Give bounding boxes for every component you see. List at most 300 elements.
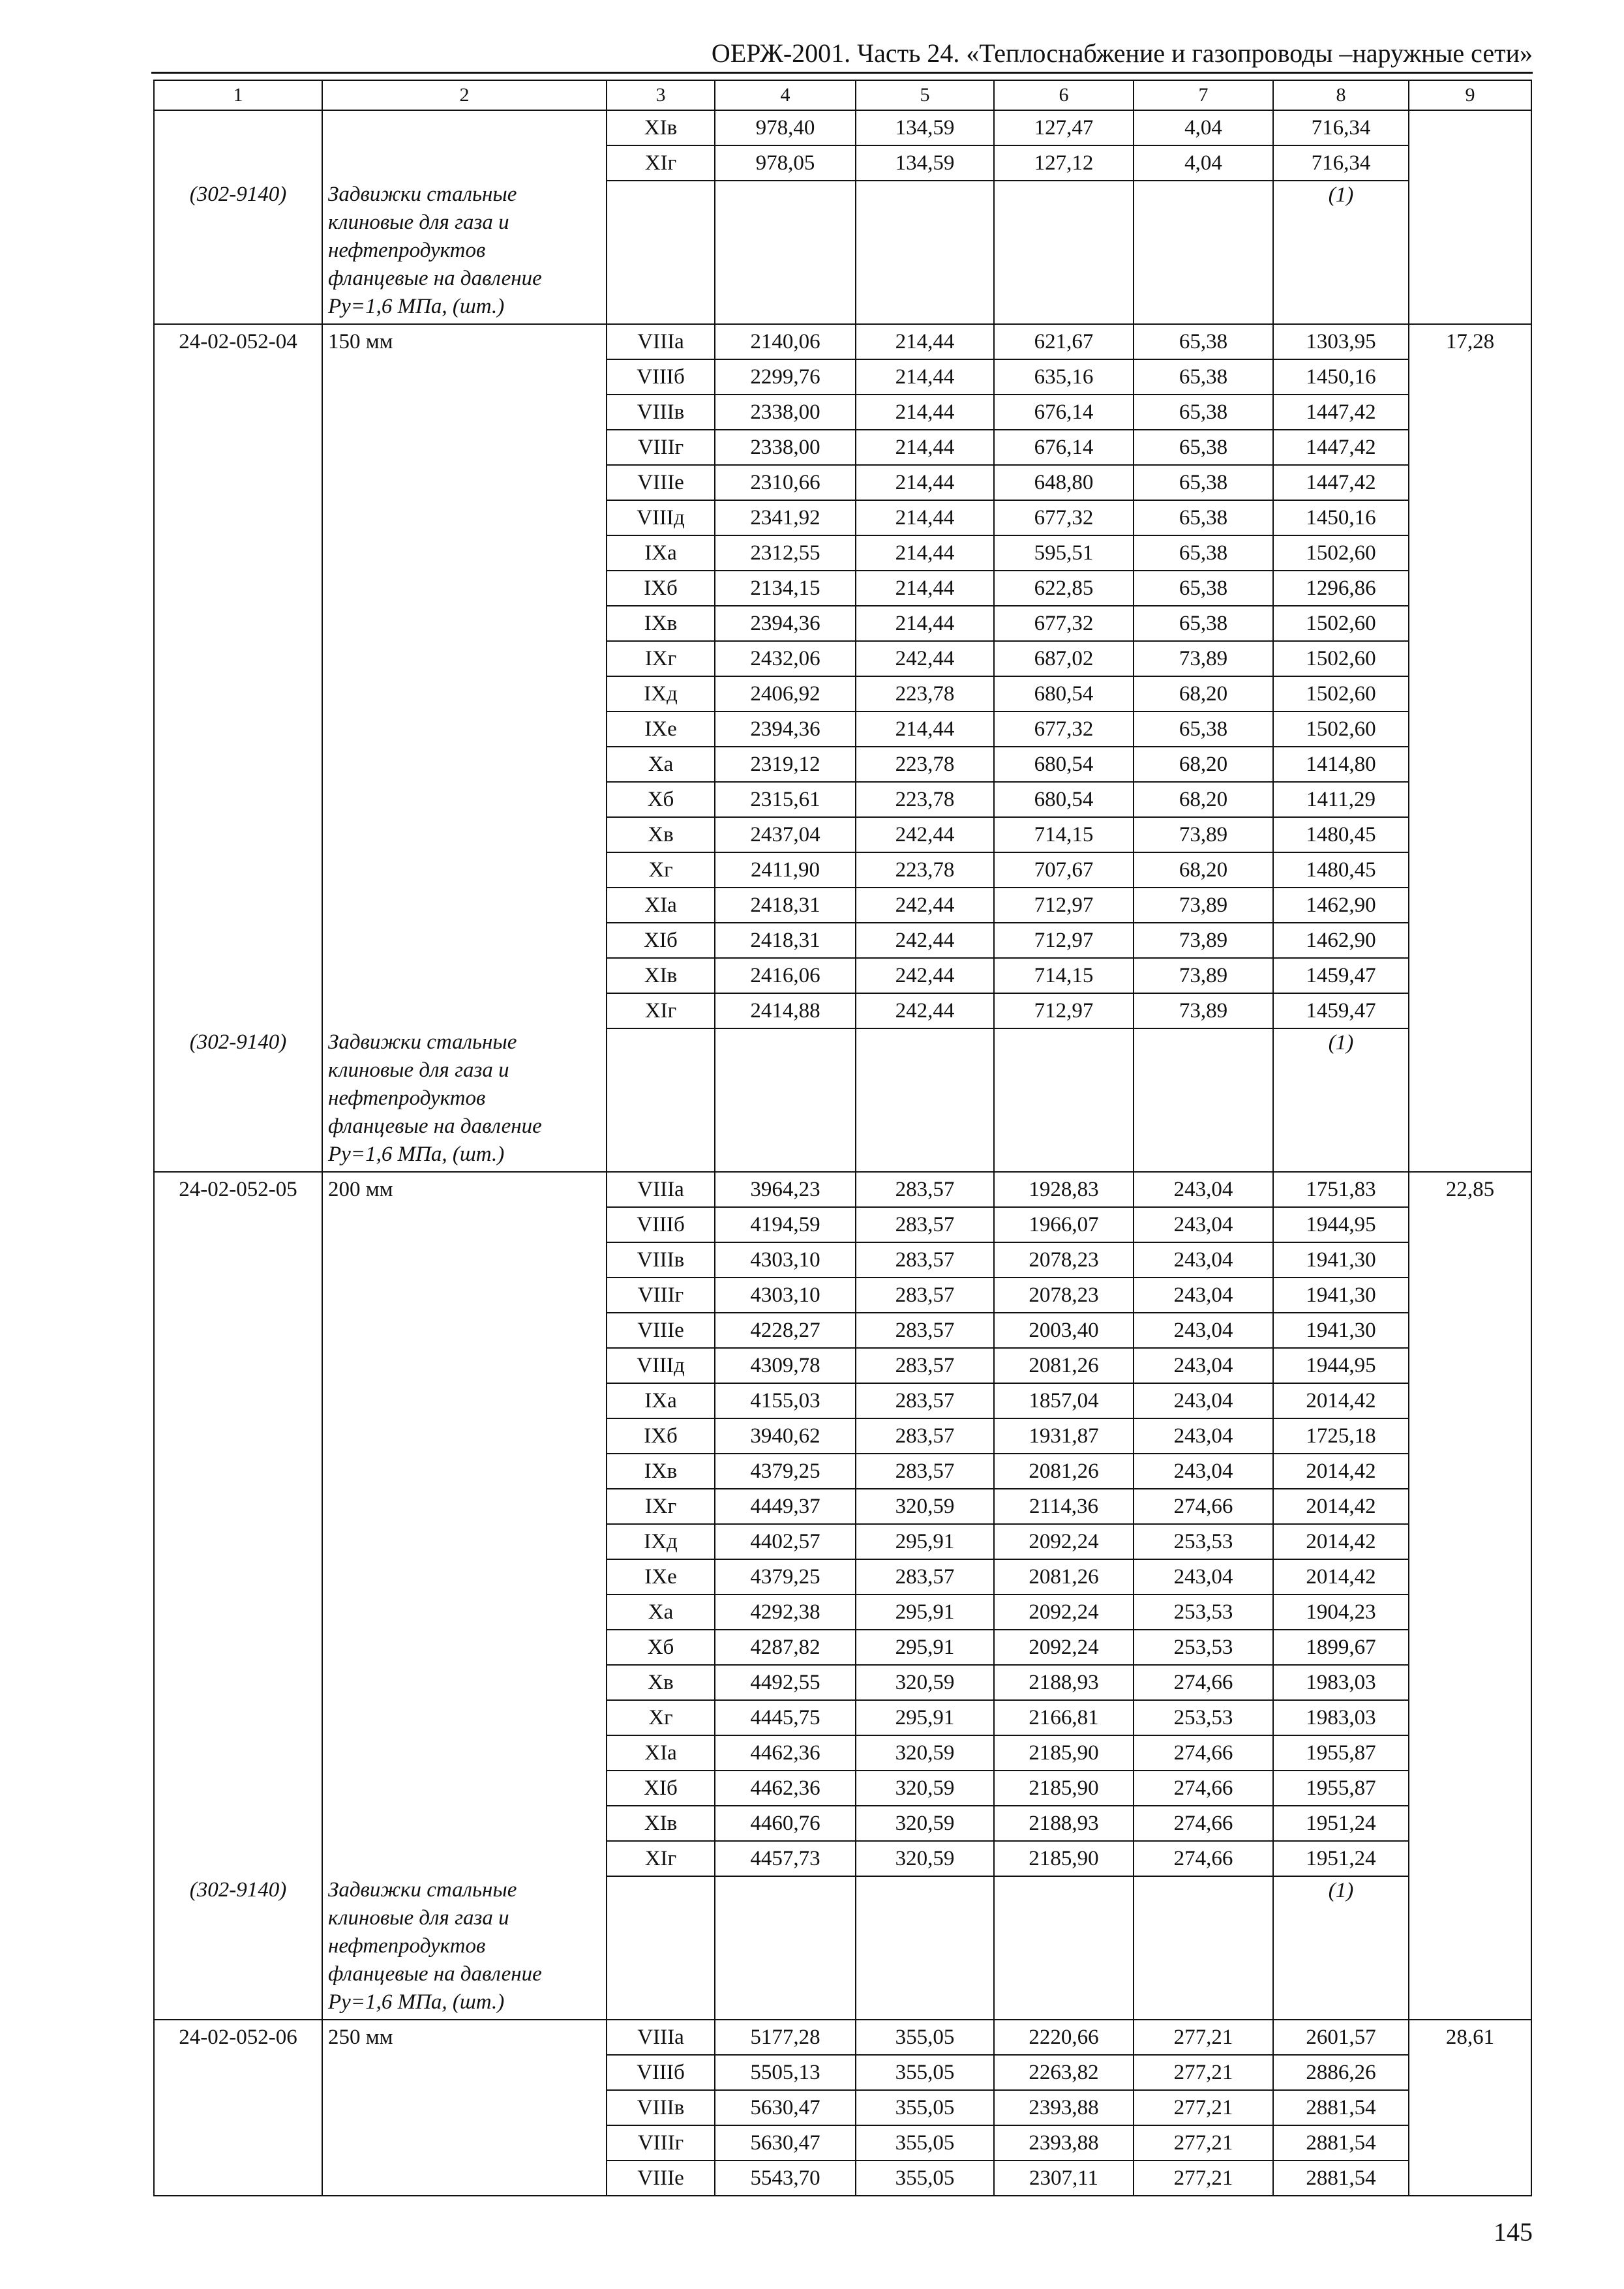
col9-cell [1409, 888, 1531, 923]
resource-description-line: Ру=1,6 МПа, (шт.) [328, 1143, 505, 1166]
resource-description-line: фланцевые на давление [328, 267, 542, 290]
value-cell: 73,89 [1134, 817, 1273, 852]
column-number: 7 [1134, 80, 1273, 110]
value-cell: 283,57 [856, 1418, 994, 1454]
value-cell: 253,53 [1134, 1630, 1273, 1665]
code-cell [154, 606, 322, 641]
value-cell: 4303,10 [715, 1278, 856, 1313]
code-cell [154, 359, 322, 395]
value-cell: 1502,60 [1273, 535, 1409, 571]
value-cell: 242,44 [856, 993, 994, 1028]
value-cell: 214,44 [856, 500, 994, 535]
code-cell [154, 923, 322, 958]
table-row [154, 359, 1531, 395]
value-cell: 2299,76 [715, 359, 856, 395]
value-cell: 978,40 [715, 110, 856, 145]
value-cell: 5630,47 [715, 2090, 856, 2125]
code-cell [154, 2125, 322, 2161]
value-cell: 283,57 [856, 1242, 994, 1278]
name-cell [322, 1278, 607, 1313]
name-cell [322, 1806, 607, 1841]
value-cell: 2014,42 [1273, 1489, 1409, 1524]
region-cell: IXа [607, 535, 715, 571]
value-cell: 4449,37 [715, 1489, 856, 1524]
value-cell: 1931,87 [994, 1418, 1134, 1454]
value-cell: 712,97 [994, 993, 1134, 1028]
col9-cell [1409, 1876, 1531, 2020]
table-row [154, 1594, 1531, 1630]
empty-cell [607, 1028, 715, 1172]
name-cell [322, 1524, 607, 1559]
value-cell: 2393,88 [994, 2125, 1134, 2161]
name-cell [322, 571, 607, 606]
code-cell [154, 1559, 322, 1594]
col9-cell [1409, 606, 1531, 641]
col9-cell [1409, 1700, 1531, 1735]
value-cell: 2092,24 [994, 1594, 1134, 1630]
table-row [154, 324, 1531, 359]
value-cell: 277,21 [1134, 2020, 1273, 2055]
name-cell [322, 1594, 607, 1630]
code-cell [154, 1524, 322, 1559]
value-cell: 214,44 [856, 571, 994, 606]
col9-cell [1409, 1348, 1531, 1383]
code-cell [154, 1383, 322, 1418]
value-cell: 2411,90 [715, 852, 856, 888]
value-cell: 73,89 [1134, 923, 1273, 958]
table-row [154, 2055, 1531, 2090]
code-cell [154, 145, 322, 181]
empty-cell [715, 1028, 856, 1172]
value-cell: 68,20 [1134, 852, 1273, 888]
region-cell: XIа [607, 888, 715, 923]
table-row [154, 641, 1531, 676]
value-cell: 2263,82 [994, 2055, 1134, 2090]
value-cell: 1447,42 [1273, 465, 1409, 500]
name-cell [322, 2090, 607, 2125]
table-row [154, 2161, 1531, 2196]
region-cell: IXб [607, 571, 715, 606]
value-cell: 1951,24 [1273, 1841, 1409, 1876]
value-cell: 1951,24 [1273, 1806, 1409, 1841]
value-cell: 73,89 [1134, 958, 1273, 993]
region-cell: VIIIд [607, 500, 715, 535]
name-cell [322, 993, 607, 1028]
table-row [154, 1771, 1531, 1806]
col9-cell [1409, 395, 1531, 430]
value-cell: 2307,11 [994, 2161, 1134, 2196]
region-cell: IXе [607, 1559, 715, 1594]
value-cell: 243,04 [1134, 1207, 1273, 1242]
value-cell: 355,05 [856, 2125, 994, 2161]
value-cell: 355,05 [856, 2020, 994, 2055]
value-cell: 65,38 [1134, 359, 1273, 395]
value-cell: 1941,30 [1273, 1242, 1409, 1278]
value-cell: 274,66 [1134, 1735, 1273, 1771]
table-row [154, 923, 1531, 958]
region-cell: XIв [607, 110, 715, 145]
column-number: 4 [715, 80, 856, 110]
value-cell: 622,85 [994, 571, 1134, 606]
code-cell [154, 1594, 322, 1630]
value-cell: 65,38 [1134, 430, 1273, 465]
value-cell: 635,16 [994, 359, 1134, 395]
empty-cell [1134, 1028, 1273, 1172]
value-cell: 4379,25 [715, 1559, 856, 1594]
resource-description-line: клиновые для газа и [328, 211, 509, 234]
region-cell: XIб [607, 923, 715, 958]
value-cell: 2014,42 [1273, 1559, 1409, 1594]
col9-cell [1409, 1383, 1531, 1418]
value-cell: 1857,04 [994, 1383, 1134, 1418]
region-cell: IXв [607, 606, 715, 641]
table-row [154, 1278, 1531, 1313]
resource-description [322, 1876, 607, 2020]
code-cell [154, 571, 322, 606]
col9-cell [1409, 1594, 1531, 1630]
value-cell: 320,59 [856, 1771, 994, 1806]
name-cell [322, 1665, 607, 1700]
value-cell: 65,38 [1134, 395, 1273, 430]
column-number: 5 [856, 80, 994, 110]
value-cell: 65,38 [1134, 465, 1273, 500]
value-cell: 677,32 [994, 500, 1134, 535]
value-cell: 274,66 [1134, 1806, 1273, 1841]
code-cell [154, 430, 322, 465]
table-row [154, 1559, 1531, 1594]
table-row [154, 1242, 1531, 1278]
column-number: 8 [1273, 80, 1409, 110]
value-cell: 355,05 [856, 2090, 994, 2125]
value-cell: 277,21 [1134, 2125, 1273, 2161]
code-cell [154, 395, 322, 430]
value-cell: 687,02 [994, 641, 1134, 676]
value-cell: 714,15 [994, 958, 1134, 993]
table-row [154, 1418, 1531, 1454]
column-number: 9 [1409, 80, 1531, 110]
name-cell [322, 2055, 607, 2090]
value-cell: 1502,60 [1273, 606, 1409, 641]
col9-cell [1409, 782, 1531, 817]
value-cell: 214,44 [856, 711, 994, 747]
col9-cell [1409, 430, 1531, 465]
resource-description-line: Ру=1,6 МПа, (шт.) [328, 1990, 505, 2014]
resource-description-line: нефтепродуктов [328, 1086, 486, 1110]
resource-quantity: (1) [1273, 1028, 1409, 1172]
value-cell: 1502,60 [1273, 711, 1409, 747]
value-cell: 223,78 [856, 782, 994, 817]
empty-cell [994, 1028, 1134, 1172]
value-cell: 1414,80 [1273, 747, 1409, 782]
region-cell: VIIIе [607, 465, 715, 500]
region-cell: VIIIв [607, 1242, 715, 1278]
col9-cell [1409, 1665, 1531, 1700]
table-row [154, 606, 1531, 641]
col9-cell [1409, 676, 1531, 711]
resource-description-line: клиновые для газа и [328, 1058, 509, 1082]
table-row [154, 852, 1531, 888]
value-cell: 243,04 [1134, 1313, 1273, 1348]
col9-cell [1409, 1806, 1531, 1841]
value-cell: 2432,06 [715, 641, 856, 676]
value-cell: 73,89 [1134, 641, 1273, 676]
value-cell: 2416,06 [715, 958, 856, 993]
value-cell: 2114,36 [994, 1489, 1134, 1524]
value-cell: 1447,42 [1273, 395, 1409, 430]
name-cell [322, 2161, 607, 2196]
region-cell: VIIIг [607, 1278, 715, 1313]
value-cell: 2003,40 [994, 1313, 1134, 1348]
value-cell: 1944,95 [1273, 1348, 1409, 1383]
value-cell: 4303,10 [715, 1242, 856, 1278]
value-cell: 253,53 [1134, 1594, 1273, 1630]
code-cell [154, 852, 322, 888]
region-cell: VIIIа [607, 324, 715, 359]
code-cell [154, 782, 322, 817]
table-row [154, 711, 1531, 747]
table-row [154, 888, 1531, 923]
resource-description-line: фланцевые на давление [328, 1962, 542, 1986]
value-cell: 214,44 [856, 359, 994, 395]
value-cell: 4,04 [1134, 110, 1273, 145]
table-row [154, 145, 1531, 181]
col9-cell [1409, 1313, 1531, 1348]
value-cell: 243,04 [1134, 1559, 1273, 1594]
col9-cell [1409, 1841, 1531, 1876]
region-cell: IXг [607, 1489, 715, 1524]
value-cell: 4228,27 [715, 1313, 856, 1348]
name-cell [322, 676, 607, 711]
value-cell: 2081,26 [994, 1559, 1134, 1594]
value-cell: 1955,87 [1273, 1771, 1409, 1806]
code-cell [154, 1665, 322, 1700]
value-cell: 283,57 [856, 1207, 994, 1242]
name-cell [322, 1559, 607, 1594]
region-cell: Xв [607, 817, 715, 852]
region-cell: VIIIг [607, 430, 715, 465]
value-cell: 242,44 [856, 817, 994, 852]
value-cell: 242,44 [856, 958, 994, 993]
position-name: 250 мм [322, 2020, 607, 2055]
col9-cell [1409, 817, 1531, 852]
region-cell: VIIIе [607, 2161, 715, 2196]
value-cell: 2081,26 [994, 1454, 1134, 1489]
value-cell: 1303,95 [1273, 324, 1409, 359]
value-cell: 2220,66 [994, 2020, 1134, 2055]
col9-cell [1409, 1771, 1531, 1806]
value-cell: 68,20 [1134, 747, 1273, 782]
region-cell: IXв [607, 1454, 715, 1489]
name-cell [322, 2125, 607, 2161]
table-row [154, 1665, 1531, 1700]
value-cell: 4309,78 [715, 1348, 856, 1383]
value-cell: 1904,23 [1273, 1594, 1409, 1630]
value-cell: 978,05 [715, 145, 856, 181]
code-cell [154, 711, 322, 747]
value-cell: 295,91 [856, 1594, 994, 1630]
value-cell: 5505,13 [715, 2055, 856, 2090]
value-cell: 214,44 [856, 606, 994, 641]
value-cell: 274,66 [1134, 1665, 1273, 1700]
value-cell: 1296,86 [1273, 571, 1409, 606]
column-number-row [154, 80, 1531, 110]
table-row [154, 1454, 1531, 1489]
labor-cost: 17,28 [1409, 324, 1531, 359]
table-row [154, 1207, 1531, 1242]
resource-description-line: фланцевые на давление [328, 1115, 542, 1138]
table-row [154, 1735, 1531, 1771]
code-cell [154, 535, 322, 571]
region-cell: VIIIб [607, 1207, 715, 1242]
code-cell [154, 1630, 322, 1665]
value-cell: 712,97 [994, 923, 1134, 958]
value-cell: 4379,25 [715, 1454, 856, 1489]
col9-cell [1409, 535, 1531, 571]
name-cell [322, 500, 607, 535]
name-cell [322, 1242, 607, 1278]
code-cell [154, 110, 322, 145]
page-number: 145 [1494, 2217, 1533, 2247]
value-cell: 1955,87 [1273, 1735, 1409, 1771]
table-row [154, 430, 1531, 465]
value-cell: 2881,54 [1273, 2161, 1409, 2196]
table-row [154, 676, 1531, 711]
col9-cell [1409, 1278, 1531, 1313]
value-cell: 680,54 [994, 782, 1134, 817]
table-row [154, 1383, 1531, 1418]
resource-description-line: нефтепродуктов [328, 239, 486, 262]
table-row [154, 1489, 1531, 1524]
region-cell: IXб [607, 1418, 715, 1454]
col9-cell [1409, 181, 1531, 324]
name-cell [322, 1313, 607, 1348]
value-cell: 2315,61 [715, 782, 856, 817]
value-cell: 3940,62 [715, 1418, 856, 1454]
code-cell [154, 1418, 322, 1454]
value-cell: 214,44 [856, 465, 994, 500]
col9-cell [1409, 2125, 1531, 2161]
value-cell: 2394,36 [715, 606, 856, 641]
value-cell: 1462,90 [1273, 923, 1409, 958]
value-cell: 283,57 [856, 1383, 994, 1418]
name-cell [322, 1207, 607, 1242]
code-cell [154, 993, 322, 1028]
code-cell [154, 1278, 322, 1313]
value-cell: 707,67 [994, 852, 1134, 888]
name-cell [322, 888, 607, 923]
value-cell: 2185,90 [994, 1841, 1134, 1876]
value-cell: 242,44 [856, 641, 994, 676]
region-cell: Xв [607, 1665, 715, 1700]
value-cell: 4462,36 [715, 1735, 856, 1771]
value-cell: 2418,31 [715, 923, 856, 958]
value-cell: 355,05 [856, 2161, 994, 2196]
running-header: ОЕРЖ-2001. Часть 24. «Теплоснабжение и газопроводы –наружные сети» [711, 38, 1533, 68]
column-number: 3 [607, 80, 715, 110]
table-row [154, 1348, 1531, 1383]
name-cell [322, 110, 607, 145]
value-cell: 295,91 [856, 1700, 994, 1735]
value-cell: 4,04 [1134, 145, 1273, 181]
region-cell: IXе [607, 711, 715, 747]
value-cell: 274,66 [1134, 1489, 1273, 1524]
col9-cell [1409, 1489, 1531, 1524]
region-cell: XIг [607, 145, 715, 181]
empty-cell [994, 1876, 1134, 2020]
value-cell: 1983,03 [1273, 1665, 1409, 1700]
resource-quantity: (1) [1273, 181, 1409, 324]
table-row [154, 110, 1531, 145]
empty-cell [1134, 181, 1273, 324]
empty-cell [715, 181, 856, 324]
name-cell [322, 395, 607, 430]
table-row [154, 2090, 1531, 2125]
region-cell: XIб [607, 1771, 715, 1806]
name-cell [322, 1383, 607, 1418]
rates-table [153, 80, 1532, 2196]
region-cell: VIIIб [607, 359, 715, 395]
region-cell: Xг [607, 852, 715, 888]
value-cell: 243,04 [1134, 1418, 1273, 1454]
col9-cell [1409, 747, 1531, 782]
value-cell: 1502,60 [1273, 676, 1409, 711]
name-cell [322, 958, 607, 993]
value-cell: 5177,28 [715, 2020, 856, 2055]
value-cell: 2338,00 [715, 395, 856, 430]
resource-description-line: Ру=1,6 МПа, (шт.) [328, 295, 505, 318]
value-cell: 65,38 [1134, 535, 1273, 571]
table-row [154, 1172, 1531, 1207]
value-cell: 1966,07 [994, 1207, 1134, 1242]
name-cell [322, 1735, 607, 1771]
code-cell [154, 2161, 322, 2196]
name-cell [322, 923, 607, 958]
code-cell [154, 1700, 322, 1735]
value-cell: 5630,47 [715, 2125, 856, 2161]
table-row [154, 535, 1531, 571]
value-cell: 4445,75 [715, 1700, 856, 1735]
value-cell: 2601,57 [1273, 2020, 1409, 2055]
value-cell: 4492,55 [715, 1665, 856, 1700]
empty-cell [607, 1876, 715, 2020]
value-cell: 4402,57 [715, 1524, 856, 1559]
resource-quantity: (1) [1273, 1876, 1409, 2020]
col9-cell [1409, 1207, 1531, 1242]
value-cell: 4155,03 [715, 1383, 856, 1418]
value-cell: 2394,36 [715, 711, 856, 747]
col9-cell [1409, 958, 1531, 993]
value-cell: 712,97 [994, 888, 1134, 923]
region-cell: VIIIд [607, 1348, 715, 1383]
resource-row [154, 1028, 1531, 1172]
col9-cell [1409, 1242, 1531, 1278]
value-cell: 2014,42 [1273, 1383, 1409, 1418]
value-cell: 2881,54 [1273, 2090, 1409, 2125]
col9-cell [1409, 923, 1531, 958]
value-cell: 1480,45 [1273, 852, 1409, 888]
value-cell: 4457,73 [715, 1841, 856, 1876]
value-cell: 2134,15 [715, 571, 856, 606]
value-cell: 2078,23 [994, 1242, 1134, 1278]
value-cell: 3964,23 [715, 1172, 856, 1207]
value-cell: 214,44 [856, 430, 994, 465]
value-cell: 2418,31 [715, 888, 856, 923]
code-cell [154, 1841, 322, 1876]
value-cell: 1462,90 [1273, 888, 1409, 923]
value-cell: 2886,26 [1273, 2055, 1409, 2090]
value-cell: 134,59 [856, 110, 994, 145]
name-cell [322, 1454, 607, 1489]
